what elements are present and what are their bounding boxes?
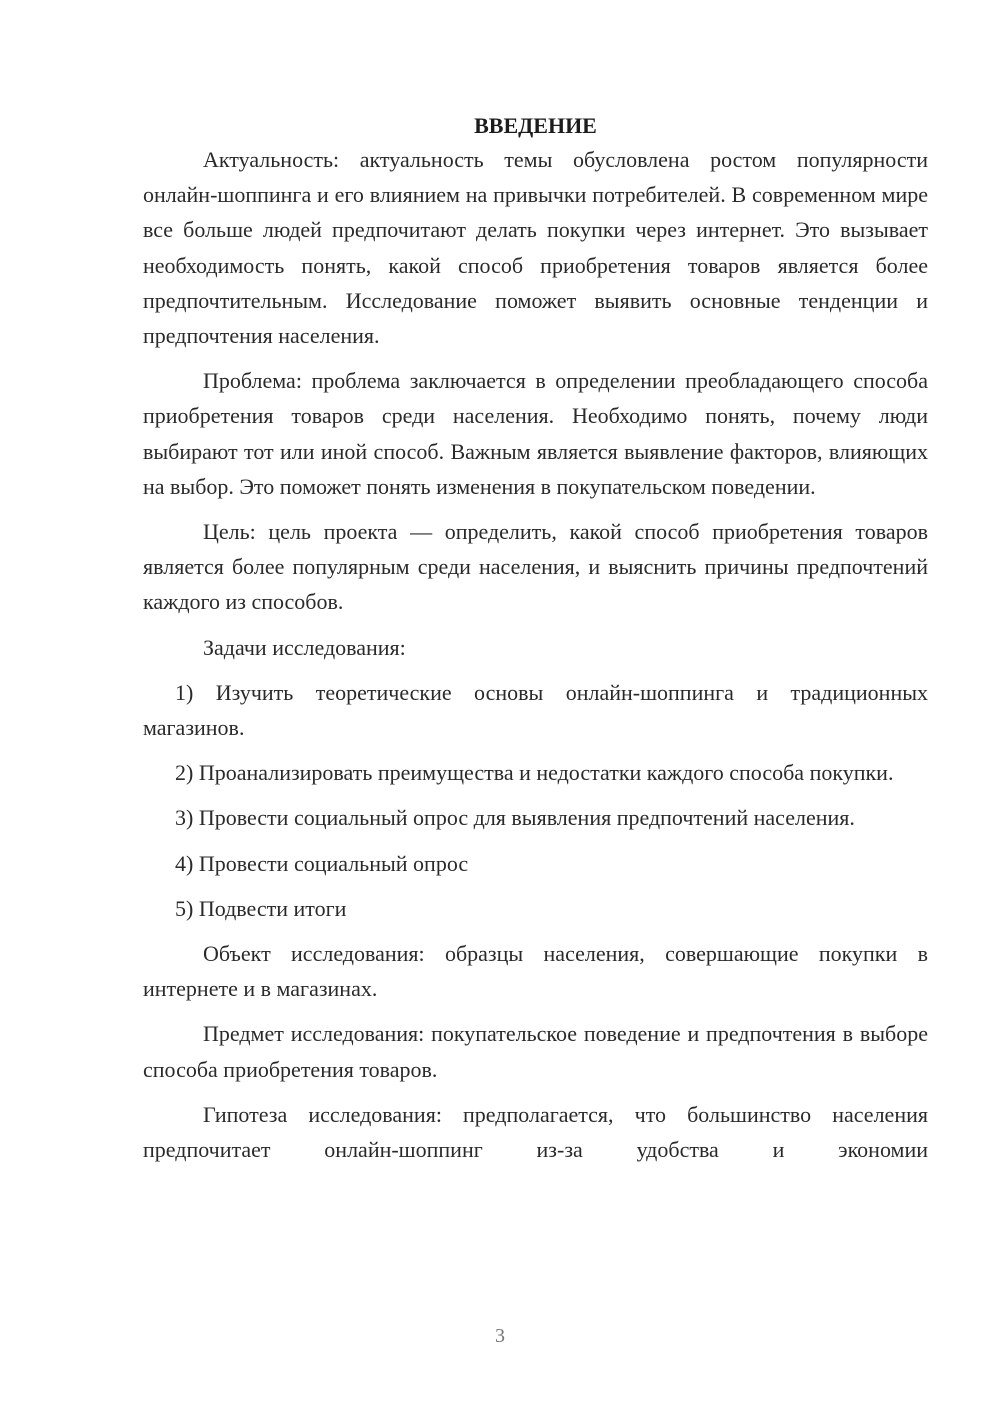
paragraph-hypothesis: Гипотеза исследования: предполагается, что большинство населения предпочитает онлайн-шоппинг из-за удобства и экономии — [143, 1101, 928, 1163]
paragraph-subject: Предмет исследования: покупательское поведение и предпочтения в выборе способа приобретения товаров. — [143, 1021, 928, 1082]
task-item-4: 4) Провести социальный опрос — [175, 850, 469, 876]
page-number: 3 — [495, 1325, 505, 1347]
task-item-5: 5) Подвести итоги — [175, 895, 347, 921]
paragraph-object: Объект исследования: образцы населения, совершающие покупки в интернете и в магазинах. — [143, 941, 928, 1002]
tasks-heading: Задачи исследования: — [203, 634, 406, 660]
task-item-1: 1) Изучить теоретические основы онлайн-шоппинга и традиционных магазинов. — [143, 679, 928, 741]
paragraph-relevance: Актуальность: актуальность темы обусловлена ростом популярности онлайн-шоппинга и его влиянием на привычки потребителей. В современном мире все больше людей предпочитают делать покупки через интернет. Это вызывает необходимость понять, какой способ приобретения товаров является более предпочтительным. Исследование поможет выявить основные тенденции и предпочтения населения. — [143, 147, 928, 349]
task-item-3: 3) Провести социальный опрос для выявления предпочтений населения. — [175, 805, 855, 831]
document-body — [143, 142, 928, 1167]
paragraph-goal: Цель: цель проекта — определить, какой способ приобретения товаров является более популярным среди населения, и выяснить причины предпочтений каждого из способов. — [143, 519, 928, 615]
page-title: ВВЕДЕНИЕ — [474, 112, 597, 138]
paragraph-problem: Проблема: проблема заключается в определении преобладающего способа приобретения товаров среди населения. Необходимо понять, почему люди выбирают тот или иной способ. Важным является выявление факторов, влияющих на выбор. Это поможет понять изменения в покупательском поведении. — [143, 368, 928, 499]
task-item-2: 2) Проанализировать преимущества и недостатки каждого способа покупки. — [175, 760, 894, 786]
